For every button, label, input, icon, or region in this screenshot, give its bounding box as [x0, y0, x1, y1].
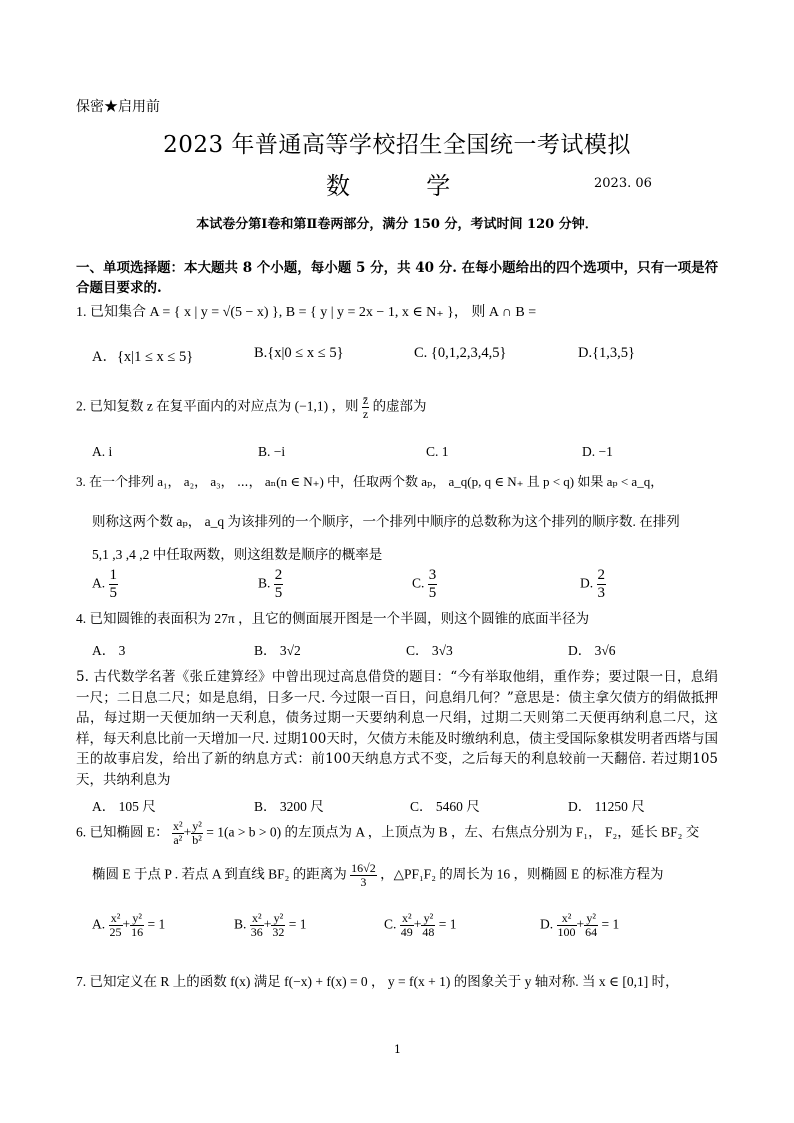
- q6-b-eq: = 1: [288, 916, 307, 932]
- exam-date: 2023. 06: [594, 176, 652, 191]
- q3-c-num: 3: [428, 567, 437, 583]
- q6-option-b: [234, 912, 307, 939]
- q3-option-d-frac: [597, 567, 607, 602]
- question-1-stem: 1. 已知集合 A = { x | y = √(5 − x) }, B = { y | y = 2x − 1, x ∈ N₊ }， 则 A ∩ B =: [76, 305, 537, 320]
- q3-option-a-label: A.: [92, 575, 106, 591]
- q3-option-c-frac: [428, 567, 438, 602]
- q2-stem-end: 的虚部为: [372, 398, 427, 414]
- q6-a-x2: x²: [109, 912, 123, 926]
- q6-b-label: B.: [234, 916, 247, 932]
- q1-option-c: C. {0,1,2,3,4,5}: [414, 345, 507, 361]
- q6-option-c: [384, 912, 457, 939]
- q6-a-x: [109, 912, 123, 939]
- q2-option-a: A. i: [92, 444, 113, 459]
- q6-ellipse-x-term: [172, 820, 184, 847]
- q3-option-b-frac: [274, 567, 284, 602]
- q5-option-a: A． 105 尺: [92, 799, 156, 814]
- q6-a-eq: = 1: [147, 916, 166, 932]
- q6-b-y2: y²: [271, 912, 285, 926]
- q3-a-num: 1: [109, 567, 117, 583]
- subject-title: 数 学: [326, 172, 451, 200]
- q6-b-plus: +: [263, 916, 272, 932]
- page-number: 1: [394, 1043, 401, 1056]
- question-3-line1: 3. 在一个排列 a₁， a₂， a₃， ⋯， aₙ(n ∈ N₊) 中，任取两个数 aₚ， a_q(p, q ∈ N₊ 且 p < q) 如果 aₚ < a_q，: [76, 474, 664, 489]
- q2-frac-den: z: [362, 407, 369, 421]
- q6-c-den2: 48: [422, 925, 435, 939]
- q2-option-b: B. −i: [258, 444, 286, 459]
- question-7-stem: 7. 已知定义在 R 上的函数 f(x) 满足 f(−x) + f(x) = 0 ， y = f(x + 1) 的图象关于 y 轴对称. 当 x ∈ [0,1] 时，: [76, 974, 679, 989]
- q6-d-den1: 100: [557, 925, 576, 939]
- q6-d-x: [557, 912, 577, 939]
- question-2-stem: [76, 394, 427, 421]
- exam-title: 2023 年普通高等学校招生全国统一考试模拟: [163, 132, 631, 158]
- q6-dist-den: 3: [360, 875, 367, 889]
- q3-option-c: [412, 567, 437, 602]
- q6-ellipse-y-term: [191, 820, 203, 847]
- q6-d-y: [584, 912, 598, 939]
- question-4-stem: 4. 已知圆锥的表面积为 27π ，且它的侧面展开图是一个半圆，则这个圆锥的底面半径为: [76, 611, 590, 626]
- q6-c-den1: 49: [400, 925, 413, 939]
- q5-option-b: B． 3200 尺: [254, 799, 324, 814]
- q6-option-a: [92, 912, 165, 939]
- q6-c-label: C.: [384, 916, 397, 932]
- q6-c-x: [400, 912, 414, 939]
- q3-d-den: 3: [597, 585, 605, 601]
- question-6-line2: [92, 862, 664, 889]
- q6-b-den1: 36: [250, 925, 263, 939]
- q6-line2-end: ，△PF₁F₂ 的周长为 16 ，则椭圆 E 的标准方程为: [380, 866, 664, 882]
- q3-option-d: [580, 567, 606, 602]
- q6-a-y2: y²: [130, 912, 144, 926]
- section-heading-line1: 一、单项选择题：本大题共 8 个小题，每小题 5 分，共 40 分. 在每小题给出的四个选项中，只有一项是符: [76, 260, 719, 276]
- q6-a-plus: +: [122, 916, 131, 932]
- q1-option-a: A．{x|1 ≤ x ≤ 5}: [92, 349, 194, 365]
- q6-stem-start: 6. 已知椭圆 E：: [76, 824, 169, 840]
- q6-d-label: D.: [540, 916, 554, 932]
- q6-stem-end: = 1(a > b > 0) 的左顶点为 A ，上顶点为 B ，左、右焦点分别为 F₁， F₂，延长 BF₂ 交: [206, 824, 700, 840]
- q6-a-label: A.: [92, 916, 106, 932]
- q6-c-plus: +: [413, 916, 422, 932]
- q6-line2-start: 椭圆 E 于点 P . 若点 A 到直线 BF₂ 的距离为: [92, 866, 347, 882]
- q1-option-b: B.{x|0 ≤ x ≤ 5}: [254, 345, 344, 361]
- exam-note: 本试卷分第Ⅰ卷和第Ⅱ卷两部分，满分 150 分，考试时间 120 分钟．: [196, 217, 598, 232]
- q3-option-b-label: B.: [258, 575, 271, 591]
- q3-d-num: 2: [597, 567, 605, 583]
- q3-option-c-label: C.: [412, 575, 425, 591]
- q2-stem-start: 2. 已知复数 z 在复平面内的对应点为 (−1,1) ，则: [76, 398, 359, 414]
- question-6-line1: [76, 820, 699, 847]
- q3-a-den: 5: [109, 585, 117, 601]
- q3-option-b: [258, 567, 283, 602]
- q4-option-b: B． 3√2: [254, 643, 301, 658]
- q2-fraction: [362, 394, 369, 421]
- q6-b-y: [271, 912, 285, 939]
- question-3-line2: 则称这两个数 aₚ， a_q 为该排列的一个顺序，一个排列中顺序的总数称为这个排列的顺序数. 在排列: [92, 514, 680, 529]
- q6-plus: +: [183, 824, 192, 840]
- q3-b-num: 2: [274, 567, 283, 583]
- q3-option-a-frac: [109, 567, 119, 602]
- q2-option-c: C. 1: [426, 444, 449, 459]
- q6-c-eq: = 1: [438, 916, 457, 932]
- q3-option-d-label: D.: [580, 575, 594, 591]
- q4-option-c: C． 3√3: [406, 643, 453, 658]
- q6-a-y: [130, 912, 144, 939]
- q3-option-a: [92, 567, 118, 602]
- q6-d-plus: +: [576, 916, 585, 932]
- q3-b-den: 5: [274, 585, 283, 601]
- q6-y2: y²: [192, 819, 202, 833]
- q4-option-a: A． 3: [92, 643, 126, 658]
- q6-a-den2: 16: [131, 925, 144, 939]
- q6-b-den2: 32: [272, 925, 285, 939]
- q2-frac-num: z̄: [362, 393, 369, 407]
- q1-option-d: D.{1,3,5}: [578, 345, 636, 361]
- q6-a2: a²: [173, 833, 183, 847]
- q6-d-den2: 64: [585, 925, 598, 939]
- question-5-text: 5. 古代数学名著《张丘建算经》中曾出现过高息借贷的题目：“今有举取他绢，重作券；要过限一日，息绢一尺；二日息二尺；如是息绢，日多一尺. 今过限一百日，问息绢几何？”意思是：债主拿欠债方的绢做抵押品，每过期一天便加纳一天利息，债务过期一天要纳利息一尺绢，过期二天则第二天便再纳利息二尺，这样，每天利息比前一天增加一尺. 过期100天时，欠债方未能及时缴纳利息，债主受国际象棋发明者西塔与国王的故事启发，给出了新的纳息方式：前100天纳息方式不变，之后每天的利息较前一天翻倍. 若过期105天，共纳利息为: [76, 669, 718, 788]
- q3-c-den: 5: [428, 585, 437, 601]
- question-3-line3: 5,1 ,3 ,4 ,2 中任取两数，则这组数是顺序的概率是: [92, 547, 383, 562]
- q6-distance-frac: [350, 862, 377, 889]
- q6-c-x2: x²: [400, 912, 414, 926]
- q6-dist-num: 16√2: [351, 861, 376, 875]
- q5-option-c: C． 5460 尺: [410, 799, 480, 814]
- q6-x2: x²: [173, 819, 183, 833]
- q6-b-x2: x²: [250, 912, 264, 926]
- section-heading-line2: 合题目要求的.: [76, 280, 162, 296]
- q6-b2: b²: [192, 833, 202, 847]
- q6-c-y: [421, 912, 435, 939]
- q4-option-d: D． 3√6: [568, 643, 616, 658]
- q6-d-y2: y²: [584, 912, 598, 926]
- q6-d-eq: = 1: [601, 916, 620, 932]
- q2-option-d: D. −1: [582, 444, 613, 459]
- q6-d-x2: x²: [557, 912, 577, 926]
- q6-c-y2: y²: [421, 912, 435, 926]
- confidential-label: 保密★启用前: [76, 99, 160, 115]
- q6-b-x: [250, 912, 264, 939]
- q6-option-d: [540, 912, 619, 939]
- q6-a-den1: 25: [109, 925, 122, 939]
- q5-option-d: D． 11250 尺: [568, 799, 645, 814]
